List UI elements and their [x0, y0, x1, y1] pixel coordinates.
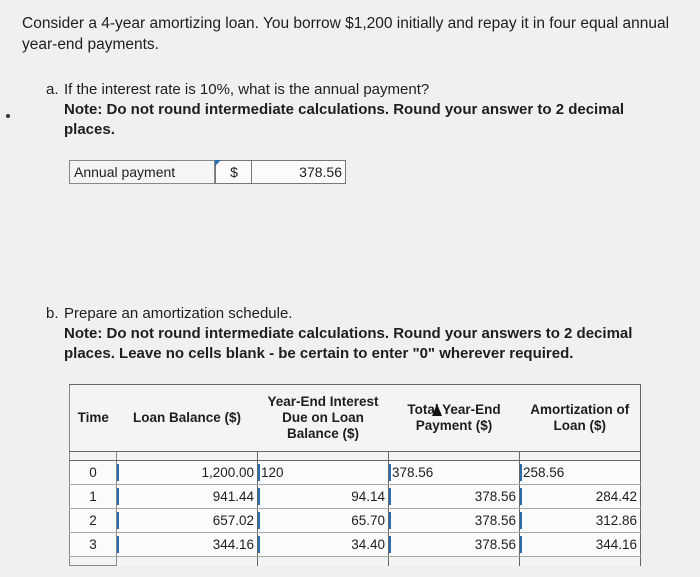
mouse-cursor-icon: [432, 404, 442, 416]
time-cell: 1: [70, 485, 117, 509]
balance-input[interactable]: 344.16: [117, 533, 258, 557]
header-loan-balance: Loan Balance ($): [117, 385, 258, 452]
payment-input[interactable]: 378.56: [389, 461, 520, 485]
interest-input[interactable]: 120: [258, 461, 389, 485]
input-marker: [389, 464, 391, 481]
balance-input[interactable]: 657.02: [117, 509, 258, 533]
header-interest: Year-End Interest Due on Loan Balance ($): [258, 385, 389, 452]
time-cell: 3: [70, 533, 117, 557]
input-marker: [389, 536, 391, 553]
table-row: [70, 509, 641, 533]
header-payment: Total Year-End Payment ($): [389, 385, 520, 452]
part-a-question: [46, 80, 676, 140]
part-b-note: Note: Do not round intermediate calculations. Round your answers to 2 decimal places. Leave no cells blank - be certain to enter "0" wherever required.: [64, 325, 633, 362]
table-row: [70, 533, 641, 557]
interest-input[interactable]: 94.14: [258, 485, 389, 509]
amortization-input[interactable]: 258.56: [520, 461, 641, 485]
part-a-label: a.: [46, 81, 59, 98]
input-marker: [258, 464, 260, 481]
input-marker: [117, 488, 119, 505]
input-marker: [520, 512, 522, 529]
input-marker: [520, 536, 522, 553]
payment-input[interactable]: 378.56: [389, 485, 520, 509]
part-a-text: If the interest rate is 10%, what is the annual payment?: [64, 81, 430, 98]
currency-symbol: $: [215, 160, 253, 184]
annual-payment-input[interactable]: 378.56: [251, 160, 346, 184]
amortization-input[interactable]: 284.42: [520, 485, 641, 509]
input-marker: [117, 464, 119, 481]
input-corner-marker: [215, 160, 221, 166]
annual-payment-row: [69, 160, 342, 184]
part-b-question: [46, 304, 676, 364]
input-marker: [389, 488, 391, 505]
part-b-label: b.: [46, 305, 59, 322]
amortization-input[interactable]: 312.86: [520, 509, 641, 533]
amortization-input[interactable]: 344.16: [520, 533, 641, 557]
problem-statement: Consider a 4-year amortizing loan. You borrow $1,200 initially and repay it in four equal annual year-end payments.: [22, 15, 670, 53]
balance-input[interactable]: 1,200.00: [117, 461, 258, 485]
part-a-note: Note: Do not round intermediate calculations. Round your answer to 2 decimal places.: [64, 101, 625, 138]
annual-payment-label: Annual payment: [69, 160, 215, 184]
header-amortization: Amortization of Loan ($): [520, 385, 641, 452]
table-row: [70, 461, 641, 485]
input-marker: [520, 488, 522, 505]
table-row: [70, 485, 641, 509]
input-marker: [258, 536, 260, 553]
input-marker: [520, 464, 522, 481]
amortization-table: [69, 384, 641, 566]
time-cell: 0: [70, 461, 117, 485]
input-marker: [117, 536, 119, 553]
interest-input[interactable]: 34.40: [258, 533, 389, 557]
margin-bullet: [6, 114, 10, 118]
payment-input[interactable]: 378.56: [389, 533, 520, 557]
interest-input[interactable]: 65.70: [258, 509, 389, 533]
part-b-text: Prepare an amortization schedule.: [64, 305, 293, 322]
input-marker: [258, 512, 260, 529]
time-cell: 2: [70, 509, 117, 533]
input-marker: [389, 512, 391, 529]
balance-input[interactable]: 941.44: [117, 485, 258, 509]
input-marker: [117, 512, 119, 529]
payment-input[interactable]: 378.56: [389, 509, 520, 533]
header-time: Time: [70, 385, 117, 452]
input-marker: [258, 488, 260, 505]
